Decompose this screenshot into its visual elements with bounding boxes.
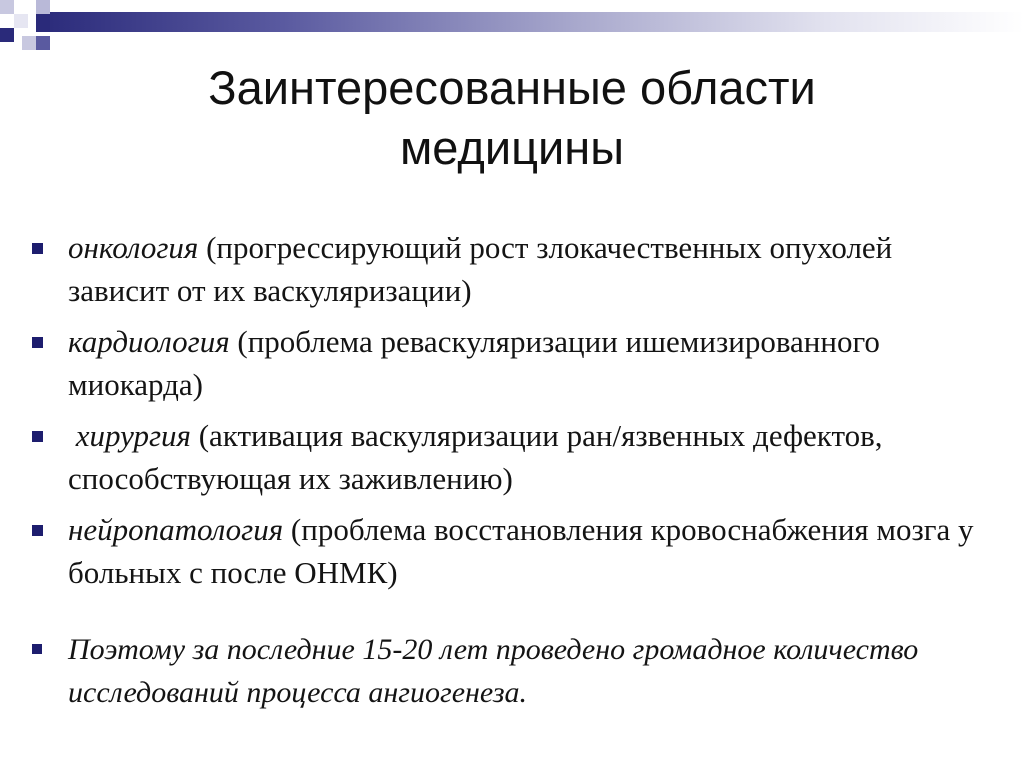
slide-title [0, 58, 1024, 178]
bullet-term: онкология [68, 230, 199, 265]
bullet-text: (проблема реваскуляризации ишемизированного миокарда) [68, 324, 880, 402]
bullet-item-neuropathology [30, 508, 990, 594]
header-gradient-bar [36, 12, 1024, 32]
bullet-item-oncology [30, 226, 990, 312]
squares-decoration-icon [0, 0, 80, 64]
conclusion-text: Поэтому за последние 15-20 лет проведено громадное количество исследований процесса ангиогенеза. [68, 633, 919, 709]
slide-title-line-2: медицины [399, 121, 624, 174]
bullet-term: нейропатология [68, 512, 284, 547]
bullet-text: (проблема восстановления кровоснабжения мозга у больных с после ОНМК) [68, 512, 974, 590]
bullet-text: (активация васкуляризации ран/язвенных дефектов, способствующая их заживлению) [68, 418, 883, 496]
square-bullet-icon [32, 644, 42, 654]
slide-title-line-1: Заинтересованные области [208, 61, 816, 114]
square-bullet-icon [32, 525, 43, 536]
bullet-text: (прогрессирующий рост злокачественных опухолей зависит от их васкуляризации) [68, 230, 893, 308]
bullet-term: кардиология [68, 324, 230, 359]
square-bullet-icon [32, 243, 43, 254]
bullet-item-conclusion [30, 628, 990, 714]
bullet-item-cardiology [30, 320, 990, 406]
bullet-term: хирургия [68, 418, 191, 453]
bullet-item-surgery [30, 414, 990, 500]
square-bullet-icon [32, 337, 43, 348]
square-bullet-icon [32, 431, 43, 442]
bullet-list [30, 226, 990, 722]
